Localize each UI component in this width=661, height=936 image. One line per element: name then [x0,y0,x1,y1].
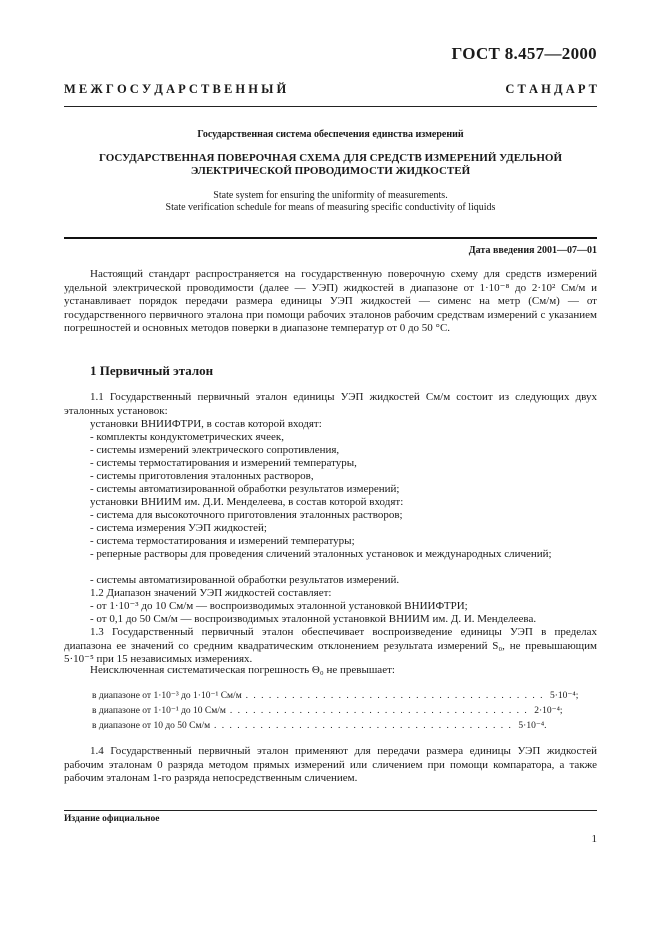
banner-word-interstate: М Е Ж Г О С У Д А Р С Т В Е Н Н Ы Й [64,82,287,96]
list-item: - реперные растворы для проведения сличений эталонных установок и международных сличений; [90,548,552,560]
list-item: - система термостатирования и измерений температуры; [90,535,355,547]
paragraph-1-4: 1.4 Государственный первичный эталон применяют для передачи размера единицы УЭП жидкостей рабочим эталонам 0 разряда методом прямых измерений или сличением при помощи компаратора, а также рабочим эталонам 1-го разряда непосредственным сличением. [64,745,597,785]
list-item: - системы приготовления эталонных растворов, [90,470,314,482]
paragraph-1-3: 1.3 Государственный первичный эталон обеспечивает воспроизведение единицы УЭП в пределах диапазона ее значений со средним квадратическим отклонением результата измерений S₀, не превышающим 5·10⁻⁵ при 15 независимых измерениях. [64,626,597,666]
official-edition: Издание официальное [64,814,160,824]
date-of-introduction: Дата введения 2001—07—01 [468,245,597,256]
page-number: 1 [591,833,597,845]
range-row [92,705,562,717]
list-item: - системы термостатирования и измерений температуры, [90,457,357,469]
english-title [64,190,597,214]
paragraph-1-1: 1.1 Государственный первичный эталон единицы УЭП жидкостей См/м состоит из следующих двух эталонных установок: [64,391,597,417]
range-value: 5·10⁻⁴. [518,721,547,731]
range-value: 2·10⁻⁴; [534,706,563,716]
system-title: Государственная система обеспечения единства измерений [197,129,464,140]
gost-number: ГОСТ 8.457—2000 [451,44,597,63]
main-title-line-2: ЭЛЕКТРИЧЕСКОЙ ПРОВОДИМОСТИ ЖИДКОСТЕЙ [190,165,471,177]
range-row [92,720,562,732]
list-item: - системы автоматизированной обработки результатов измерений. [90,574,400,586]
intro-paragraph: Настоящий стандарт распространяется на государственную поверочную схему для средств измерений удельной электрической проводимости (далее — УЭП) жидкостей в диапазоне от 1·10⁻⁸ до 2·10² См/м и устанавливает порядок передачи размера единицы УЭП жидкостей — сименс на метр (См/м) — от государственного первичного эталона при помощи рабочих эталонов рабочим средствам измерений с указанием погрешностей и основных методов поверки в диапазоне температур от 0 до 50 °С. [64,268,597,335]
range-label: в диапазоне от 1·10⁻¹ до 10 См/м [92,706,226,716]
english-title-line-1: State system for ensuring the uniformity of measurements. [213,190,448,201]
vniim-intro: установки ВНИИМ им. Д.И. Менделеева, в состав которой входят: [90,496,404,508]
list-item: - от 0,1 до 50 См/м — воспроизводимых эталонной установкой ВНИИМ им. Д. И. Менделеева. [90,613,537,625]
leader-dots: . . . . . . . . . . . . . . . . . . . . . . . . . . . . . . . . . . . . . . . [225,706,529,716]
systematic-error-intro: Неисключенная систематическая погрешность Θ₀ не превышает: [90,664,395,676]
main-title-line-1: ГОСУДАРСТВЕННАЯ ПОВЕРОЧНАЯ СХЕМА ДЛЯ СРЕДСТВ ИЗМЕРЕНИЙ УДЕЛЬНОЙ [98,152,563,164]
range-value: 5·10⁻⁴; [549,691,579,701]
vniiftri-intro: установки ВНИИФТРИ, в состав которой входят: [90,418,322,430]
paragraph-1-2: 1.2 Диапазон значений УЭП жидкостей составляет: [90,587,332,599]
list-item: - система для высокоточного приготовления эталонных растворов; [90,509,403,521]
standard-banner [64,82,597,97]
leader-dots: . . . . . . . . . . . . . . . . . . . . . . . . . . . . . . . . . . . . . . . [210,721,513,731]
english-title-line-2: State verification schedule for means of measuring specific conductivity of liquids [165,202,496,213]
range-label: в диапазоне от 10 до 50 См/м [92,721,211,731]
list-item: - система измерения УЭП жидкостей; [90,522,267,534]
footer-rule [64,810,597,811]
list-item: - системы измерений электрического сопротивления, [90,444,340,456]
leader-dots: . . . . . . . . . . . . . . . . . . . . . . . . . . . . . . . . . . . . . . . [241,691,544,701]
range-label: в диапазоне от 1·10⁻³ до 1·10⁻¹ См/м [92,691,242,701]
header-rule [64,106,597,107]
main-title [64,152,597,178]
section-heading: 1 Первичный эталон [90,363,214,378]
banner-word-standard: С Т А Н Д А Р Т [505,82,597,96]
title-rule [64,237,597,239]
range-row [92,690,579,702]
list-item: - от 1·10⁻³ до 10 См/м — воспроизводимых эталонной установкой ВНИИФТРИ; [90,600,468,612]
list-item: - системы автоматизированной обработки результатов измерений; [90,483,400,495]
list-item: - комплекты кондуктометрических ячеек, [90,431,284,443]
